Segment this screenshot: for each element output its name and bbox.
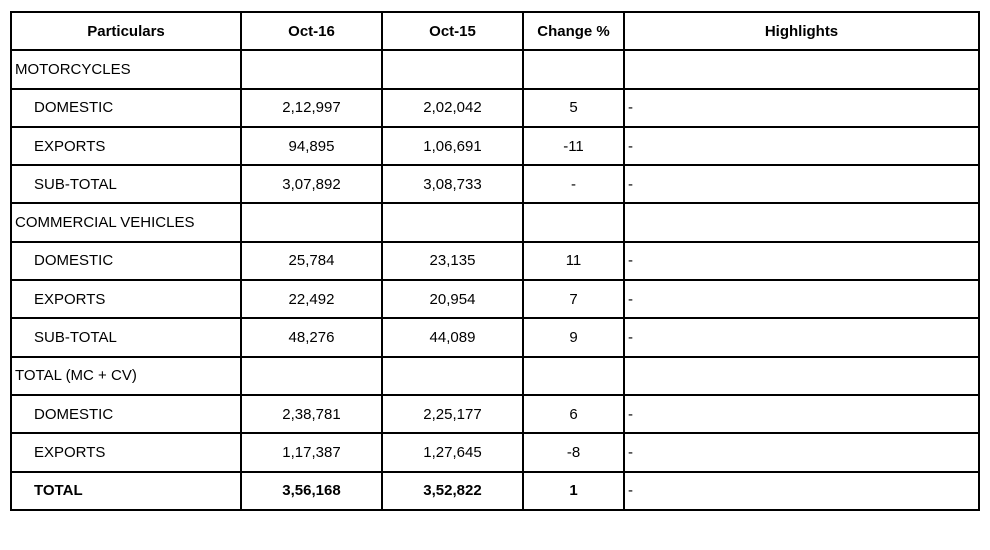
row-label: EXPORTS bbox=[11, 433, 241, 471]
header-oct16: Oct-16 bbox=[241, 12, 382, 50]
section-row bbox=[11, 50, 979, 88]
empty-cell bbox=[382, 357, 523, 395]
highlight-value: - bbox=[624, 242, 979, 280]
oct16-value: 2,38,781 bbox=[241, 395, 382, 433]
table-row bbox=[11, 433, 979, 471]
table-row bbox=[11, 127, 979, 165]
empty-cell bbox=[523, 203, 624, 241]
change-value: 11 bbox=[523, 242, 624, 280]
header-oct15: Oct-15 bbox=[382, 12, 523, 50]
oct15-value: 1,06,691 bbox=[382, 127, 523, 165]
highlight-value: - bbox=[624, 318, 979, 356]
empty-cell bbox=[624, 203, 979, 241]
change-value: 9 bbox=[523, 318, 624, 356]
row-label: EXPORTS bbox=[11, 127, 241, 165]
empty-cell bbox=[241, 357, 382, 395]
empty-cell bbox=[241, 203, 382, 241]
empty-cell bbox=[382, 50, 523, 88]
oct16-value: 48,276 bbox=[241, 318, 382, 356]
table-row bbox=[11, 318, 979, 356]
total-row bbox=[11, 472, 979, 510]
change-value: -8 bbox=[523, 433, 624, 471]
highlight-value: - bbox=[624, 127, 979, 165]
table-row bbox=[11, 242, 979, 280]
row-label: EXPORTS bbox=[11, 280, 241, 318]
oct15-value: 2,02,042 bbox=[382, 89, 523, 127]
total-label: TOTAL bbox=[11, 472, 241, 510]
row-label: DOMESTIC bbox=[11, 242, 241, 280]
highlight-value: - bbox=[624, 89, 979, 127]
oct16-value: 94,895 bbox=[241, 127, 382, 165]
table-row bbox=[11, 89, 979, 127]
highlight-value: - bbox=[624, 280, 979, 318]
row-label: DOMESTIC bbox=[11, 89, 241, 127]
sales-table bbox=[10, 11, 980, 511]
table-row bbox=[11, 165, 979, 203]
header-row bbox=[11, 12, 979, 50]
change-value: 5 bbox=[523, 89, 624, 127]
change-value: 7 bbox=[523, 280, 624, 318]
empty-cell bbox=[382, 203, 523, 241]
section-title: MOTORCYCLES bbox=[11, 50, 241, 88]
header-highlights: Highlights bbox=[624, 12, 979, 50]
empty-cell bbox=[241, 50, 382, 88]
highlight-value: - bbox=[624, 433, 979, 471]
oct15-value: 20,954 bbox=[382, 280, 523, 318]
table-row bbox=[11, 280, 979, 318]
section-row bbox=[11, 203, 979, 241]
header-particulars: Particulars bbox=[11, 12, 241, 50]
change-value: -11 bbox=[523, 127, 624, 165]
highlight-value: - bbox=[624, 165, 979, 203]
oct15-value: 1,27,645 bbox=[382, 433, 523, 471]
change-value: - bbox=[523, 165, 624, 203]
empty-cell bbox=[523, 357, 624, 395]
empty-cell bbox=[624, 357, 979, 395]
total-highlight: - bbox=[624, 472, 979, 510]
section-row bbox=[11, 357, 979, 395]
table-row bbox=[11, 395, 979, 433]
row-label: SUB-TOTAL bbox=[11, 165, 241, 203]
oct15-value: 44,089 bbox=[382, 318, 523, 356]
change-value: 6 bbox=[523, 395, 624, 433]
oct16-value: 25,784 bbox=[241, 242, 382, 280]
total-oct16: 3,56,168 bbox=[241, 472, 382, 510]
total-oct15: 3,52,822 bbox=[382, 472, 523, 510]
oct16-value: 1,17,387 bbox=[241, 433, 382, 471]
total-change: 1 bbox=[523, 472, 624, 510]
empty-cell bbox=[624, 50, 979, 88]
row-label: SUB-TOTAL bbox=[11, 318, 241, 356]
oct16-value: 3,07,892 bbox=[241, 165, 382, 203]
section-title: TOTAL (MC + CV) bbox=[11, 357, 241, 395]
section-title: COMMERCIAL VEHICLES bbox=[11, 203, 241, 241]
row-label: DOMESTIC bbox=[11, 395, 241, 433]
header-change: Change % bbox=[523, 12, 624, 50]
highlight-value: - bbox=[624, 395, 979, 433]
oct15-value: 23,135 bbox=[382, 242, 523, 280]
oct15-value: 2,25,177 bbox=[382, 395, 523, 433]
oct16-value: 2,12,997 bbox=[241, 89, 382, 127]
empty-cell bbox=[523, 50, 624, 88]
oct15-value: 3,08,733 bbox=[382, 165, 523, 203]
oct16-value: 22,492 bbox=[241, 280, 382, 318]
